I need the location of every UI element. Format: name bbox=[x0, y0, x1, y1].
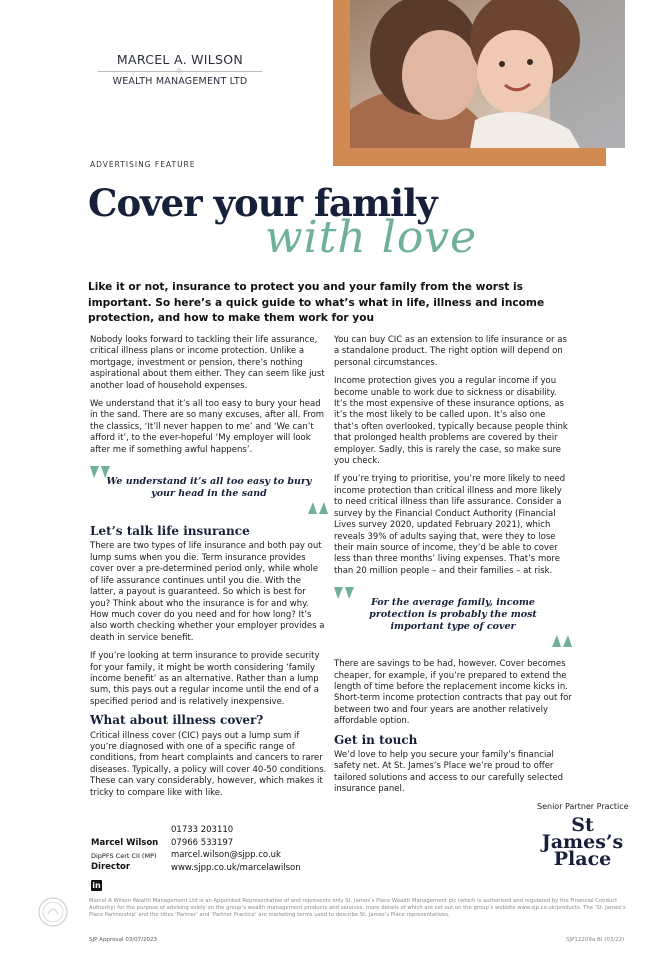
pull-quote-text: We understand it’s all too easy to bury your head in the sand bbox=[106, 476, 312, 500]
logo-name: MARCEL A. WILSON bbox=[116, 52, 244, 67]
contact-role: Director bbox=[91, 862, 131, 872]
email-link[interactable]: marcel.wilson@sjpp.co.uk bbox=[171, 850, 281, 861]
sjp-logo-line: St bbox=[571, 814, 594, 836]
advertising-label: ADVERTISING FEATURE bbox=[90, 160, 196, 169]
pull-quote bbox=[334, 587, 572, 647]
logo-divider bbox=[98, 71, 262, 72]
reference-code: SJP12209a BI (03/22) bbox=[566, 937, 625, 943]
family-photo bbox=[350, 0, 625, 148]
paragraph: We understand that it’s all too easy to bury your head in the sand. There are so many excuses, after all. From the classics, ‘It’ll never happen to me’ and ‘We can’t afford it’, to the ever-hopeful ‘My employer will look after me if something awful happens’. bbox=[90, 399, 325, 455]
senior-partner-label: Senior Partner Practice bbox=[537, 802, 629, 811]
section-heading: What about illness cover? bbox=[90, 713, 264, 728]
paragraph: If you’re trying to prioritise, you’re more likely to need income protection than critical illness and more likely to need critical illness than life assurance. Consider a survey by the Financial Conduct Authority (Financial Lives survey 2020, updated February 2021), which reveals 39% of adults saying that, were they to lose their main source of income, they’d be able to cover less than three months’ living expenses. That’s more than 20 million people – and their families – at risk. bbox=[334, 474, 566, 576]
sjp-logo-line: Place bbox=[553, 848, 612, 870]
paragraph: Critical illness cover (CIC) pays out a lump sum if you’re diagnosed with one of a specific range of conditions, from heart complaints and cancers to rarer diseases. Typically, a policy will cover 40-50 conditions. These can vary considerably, however, which makes it tricky to compare like with like. bbox=[90, 730, 327, 798]
quote-open-icon bbox=[334, 587, 356, 599]
intro-paragraph: Like it or not, insurance to protect you and your family from the worst is important. So here’s a quick guide to what’s what in life, illness and income protection, and how to make them work for you bbox=[88, 281, 545, 324]
sjp-logo bbox=[540, 814, 625, 870]
logo-subtitle: WEALTH MANAGEMENT LTD bbox=[112, 76, 248, 87]
headline-script: with love bbox=[265, 212, 478, 263]
seal-icon bbox=[37, 896, 69, 928]
section-heading: Get in touch bbox=[334, 732, 418, 747]
contact-details bbox=[171, 824, 301, 874]
linkedin-icon[interactable]: in bbox=[92, 881, 101, 890]
website-link[interactable]: www.sjpp.co.uk/marcelawilson bbox=[171, 862, 301, 873]
quote-open-icon bbox=[90, 466, 112, 478]
mobile-number[interactable]: 07966 533197 bbox=[171, 837, 234, 848]
paragraph: You can buy CIC as an extension to life insurance or as a standalone product. The right option will depend on personal circumstances. bbox=[334, 335, 567, 368]
phone-number[interactable]: 01733 203110 bbox=[171, 825, 234, 835]
article-column-right bbox=[334, 335, 572, 803]
contact-qualification: DipPFS Cert CII (MP) bbox=[91, 852, 157, 860]
paragraph: There are two types of life insurance and both pay out lump sums when you die. Term insurance provides cover over a pre-determined period only, while whole of life assurance continues until you die. With the latter, a payout is guaranteed. So which is best for you? Think about who the insurance is for and why. How much cover do you need and for how long? It’s also worth checking whether your employer provides a death in service benefit. bbox=[90, 541, 325, 643]
article-column-left bbox=[90, 335, 328, 806]
quote-close-icon bbox=[550, 635, 572, 647]
paragraph: Nobody looks forward to tackling their life assurance, critical illness plans or income protection. Unlike a mortgage, investment or pension, there’s nothing aspirational about them either. They can seem like just another load of household expenses. bbox=[90, 335, 325, 391]
pull-quote bbox=[90, 466, 328, 514]
paragraph: Income protection gives you a regular income if you become unable to work due to sickness or disability. It’s the most expensive of these insurance options, as it’s the most likely to be called upon. It’s also one that’s often overlooked, typically because people think that prolonged health problems are covered by their employer. Sadly, this is rarely the case, so make sure you check. bbox=[334, 376, 568, 467]
section-heading: Let’s talk life insurance bbox=[90, 524, 250, 539]
paragraph: If you’re looking at term insurance to provide security for your family, it might be worth considering ‘family income benefit’ as an alternative. Rather than a lump sum, this pays out a regular income until the end of a specified period and is relatively inexpensive. bbox=[90, 651, 320, 707]
contact-name: Marcel Wilson bbox=[91, 838, 159, 848]
pull-quote-text: For the average family, income protection is probably the most important type of cover bbox=[369, 597, 537, 633]
quote-close-icon bbox=[306, 502, 328, 514]
sjp-logo-line: James’s bbox=[541, 831, 624, 853]
approval-code: SJP Approval 03/07/2023 bbox=[89, 937, 158, 943]
paragraph: We’d love to help you secure your family’s financial safety net. At St. James’s Place we’re proud to offer tailored solutions and access to our carefully selected insurance panel. bbox=[334, 749, 564, 795]
paragraph: There are savings to be had, however. Cover becomes cheaper, for example, if you’re prepared to extend the length of time before the replacement income kicks in. Short-term income protection contracts that pay out for between two and four years are another relatively affordable option. bbox=[334, 659, 572, 727]
legal-disclaimer: Marcel A Wilson Wealth Management Ltd is an Appointed Representative of and represents only St. James’s Place Wealth Management plc (which is authorised and regulated by the Financial Conduct Authority) for the purpose of advising solely on the group’s wealth management products and services, more details of which are set out on the group’s website www.sjp.co.uk/products. The ‘St. James’s Place Partnership’ and the titles ‘Partner’ and ‘Partner Practice’ are marketing terms used to describe St. James’s Place representatives. bbox=[89, 898, 626, 918]
headline: Cover your family bbox=[88, 181, 437, 225]
